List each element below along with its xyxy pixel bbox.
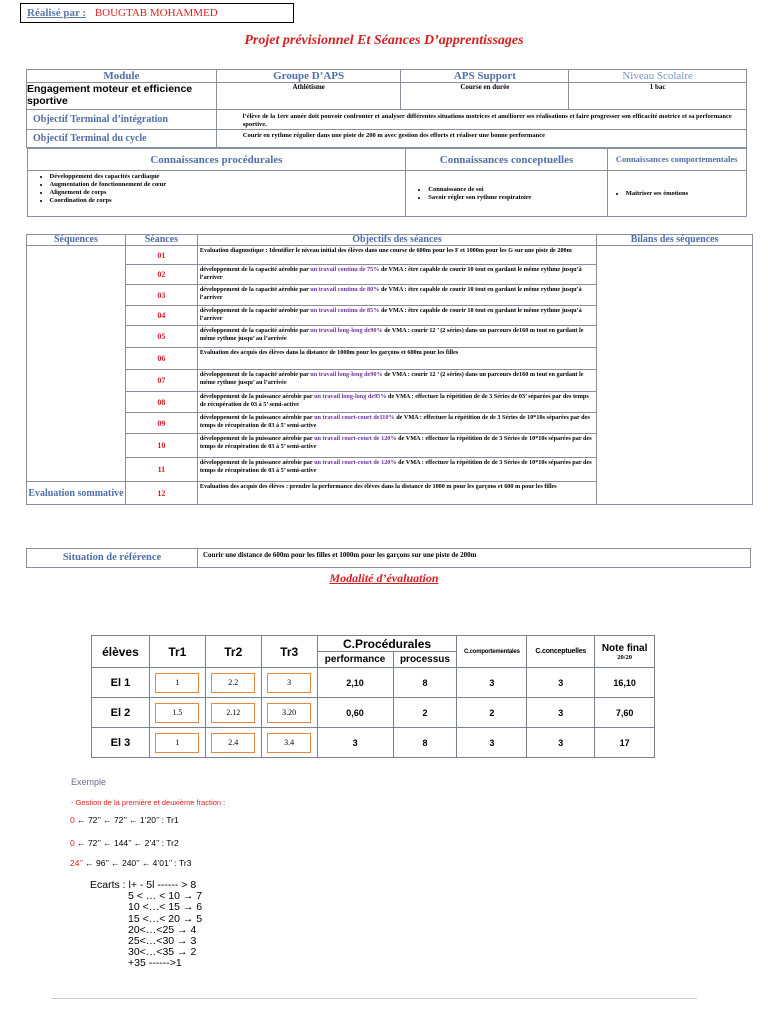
cc-item: • Savoir régler son rythme respiratoire	[428, 194, 606, 202]
eval-row	[92, 698, 655, 728]
cp-item: • Coordination de corps	[50, 197, 406, 205]
evaluation-sommative-label: Evaluation sommative	[27, 482, 126, 505]
seance-number: 12	[125, 482, 197, 505]
objective-highlight: un travail long-long de95%	[314, 393, 387, 400]
seance-number: 05	[125, 326, 197, 348]
oti-value: l’élève de la 1ere année doit pouvoir confronter et analyser différentes situations motrices et améliorer ses réalisations et faire progresser son efficacité motrice et sa performance sportive.	[216, 110, 746, 130]
score-perf: 2,10	[317, 668, 393, 698]
score-note: 7,60	[595, 698, 655, 728]
cp-label: Connaissances procédurales	[27, 149, 406, 171]
objective-text-end: de VMA : effectuer la répétition de de 3 Séries de 10*10s séparées par des temps de récupération de 03 à 5’ semi-active	[199, 459, 592, 474]
score-proc: 8	[393, 668, 457, 698]
trial-cell	[261, 698, 317, 728]
aps-value: Course en durée	[401, 83, 569, 110]
seance-objective	[197, 392, 596, 413]
seance-row	[27, 246, 753, 265]
situation-value: Courir une distance de 600m pour les filles et 1000m pour les garçons sur une piste de 200m	[203, 551, 477, 559]
trial-cell	[205, 698, 261, 728]
col-module: Module	[27, 70, 217, 83]
col-note-label: Note final	[601, 642, 648, 654]
seances-table	[26, 234, 753, 505]
col-cconc: C.conceptuelles	[527, 636, 595, 668]
score-comp: 3	[457, 728, 527, 758]
score-note: 17	[595, 728, 655, 758]
seance-objective	[197, 370, 596, 392]
example-line	[70, 815, 179, 825]
objective-text: Evaluation des acquis des élèves : prendre la performance des élèves dans la distance de 1000 m pour les garçons et 600 m pour les filles	[199, 483, 557, 490]
ecart-line: 5 < … < 10 → 7	[128, 890, 203, 903]
objective-highlight: un travail continu de 75%	[310, 266, 380, 273]
oti-label: Objectif Terminal d’intégration	[27, 110, 217, 130]
seance-number: 11	[125, 458, 197, 482]
objective-text: Evaluation diagnostique : Identifier le niveau initial des élèves dans une course de 600m pour les F et 1000m pour les G sur une piste de 200m	[199, 247, 572, 254]
cp-item: • Augmentation de fonctionnement de cœur	[50, 181, 406, 189]
objective-highlight: un travail continu de 80%	[310, 286, 380, 293]
cc-list	[406, 186, 606, 202]
col-tr1: Tr1	[149, 636, 205, 668]
example-rest: ← 96’’ ← 240’’ ← 4’01’’ : Tr3	[82, 858, 192, 868]
ccomp-list	[608, 190, 746, 198]
seance-number: 10	[125, 434, 197, 458]
eval-row	[92, 668, 655, 698]
seance-objective	[197, 458, 596, 482]
trial-value-tr2: 2.12	[211, 703, 255, 723]
trial-cell	[205, 728, 261, 758]
ecart-line: 30<…<35 → 2	[128, 946, 197, 959]
evaluation-table	[91, 635, 655, 758]
score-perf: 3	[317, 728, 393, 758]
example-rest: ← 72’’ ← 144’’ ← 2’4’’ : Tr2	[74, 838, 179, 848]
col-tr2: Tr2	[205, 636, 261, 668]
niveau-value: 1 bac	[569, 83, 747, 110]
author-name: BOUGTAB MOHAMMED	[94, 7, 218, 19]
score-comp: 3	[457, 668, 527, 698]
cc-item: • Connaissance de soi	[428, 186, 606, 194]
col-aps: APS Support	[401, 70, 569, 83]
objective-highlight: un travail court-court de 120%	[314, 459, 397, 466]
cp-cell	[27, 171, 406, 217]
seance-number: 07	[125, 370, 197, 392]
trial-value-tr1: 1	[155, 733, 199, 753]
score-conc: 3	[527, 668, 595, 698]
col-tr3: Tr3	[261, 636, 317, 668]
objective-text-end: de VMA : effectuer la répétition de de 3 Séries de 10*10s séparées par des temps de récupération de 03 à 5’ semi-active	[199, 435, 592, 450]
otc-value: Courir en rythme régulier dans une piste de 200 m avec gestion des efforts et réaliser une bonne performance	[216, 130, 746, 148]
score-proc: 2	[393, 698, 457, 728]
objective-highlight: un travail long-long de90%	[310, 371, 383, 378]
objective-text-end: de VMA : être capable de courir 10 tout en gardant le même rythme jusqu’à l’arriver	[199, 307, 582, 322]
objective-highlight: un travail continu de 85%	[310, 307, 380, 314]
seance-number: 02	[125, 265, 197, 285]
objective-text-end: de VMA : effectuer la répétition de de 3 Séries de 10*10s séparées par des temps de récupération de 03 à 5’ semi-active	[199, 414, 590, 429]
seance-objective	[197, 246, 596, 265]
ccomp-label: Connaissances comportementales	[607, 149, 746, 171]
objective-text: développement de la capacité aérobie par	[199, 307, 311, 314]
sequence-cell	[27, 246, 126, 482]
trial-value-tr2: 2.4	[211, 733, 255, 753]
col-groupe: Groupe D’APS	[216, 70, 401, 83]
objective-text: Evaluation des acquis des élèves dans la distance de 1000m pour les garçons et 600m pour les filles	[199, 349, 459, 356]
ecarts-label: Ecarts : l+ - 5l ------ > 8	[90, 879, 197, 891]
trial-value-tr3: 3	[267, 673, 311, 693]
col-ccomp: C.comportementales	[457, 636, 527, 668]
objective-text: développement de la puissance aérobie par	[199, 459, 315, 466]
situation-label: Situation de référence	[27, 549, 198, 567]
objective-text-end: de VMA : être capable de courir 10 tout en gardant le même rythme jusqu’à l’arriver	[199, 266, 582, 281]
trial-cell	[205, 668, 261, 698]
seance-objective	[197, 306, 596, 326]
ecart-line: +35 ------>1	[128, 957, 182, 970]
example-start: 24’’	[70, 858, 83, 868]
objective-text: développement de la capacité aérobie par	[199, 266, 311, 273]
objective-text-end: de VMA : effectuer la répétition de de 3 Séries de 03’ séparées par des temps de récupération de 03 à 5’ semi-active	[199, 393, 589, 408]
col-cproc: C.Procédurales	[317, 636, 457, 652]
objective-text-end: de VMA : courir 12 ’ (2 séries) dans un parcours de160 m tout en gardant le même rythme jusqu’ au l’arrivée	[199, 371, 584, 386]
col-sequences: Séquences	[27, 235, 126, 246]
objective-text: développement de la capacité aérobie par	[199, 286, 311, 293]
trial-cell	[149, 668, 205, 698]
example-subtitle: - Gestion de la première et deuxième fraction :	[71, 798, 226, 807]
cp-item: • Alignement de corps	[50, 189, 406, 197]
trial-value-tr1: 1.5	[155, 703, 199, 723]
bilan-cell	[597, 246, 753, 505]
objective-text: développement de la capacité aérobie par	[199, 327, 311, 334]
situation-box	[26, 548, 751, 568]
trial-cell	[149, 698, 205, 728]
ecart-line: 20<…<25 → 4	[128, 923, 197, 936]
eleve-label: El 2	[92, 698, 150, 728]
col-note-sub: 20/20	[617, 653, 632, 661]
objective-highlight: un travail long-long de90%	[310, 327, 383, 334]
modalite-title: Modalité d’évaluation	[329, 571, 439, 585]
seance-objective	[197, 265, 596, 285]
cc-label: Connaissances conceptuelles	[406, 149, 607, 171]
score-conc: 3	[527, 698, 595, 728]
score-perf: 0,60	[317, 698, 393, 728]
example-start: 0	[70, 838, 75, 848]
seance-objective	[197, 326, 596, 348]
groupe-value: Athlétisme	[216, 83, 401, 110]
seance-number: 09	[125, 413, 197, 434]
trial-value-tr2: 2.2	[211, 673, 255, 693]
objective-highlight: un travail court-court de 120%	[314, 435, 397, 442]
objective-text: développement de la puissance aérobie par	[199, 414, 315, 421]
trial-cell	[149, 728, 205, 758]
ccomp-item: • Maitriser ses émotions	[626, 190, 746, 198]
objective-text-end: de VMA : courir 12 ’ (2 séries) dans un parcours de160 m tout en gardant le même rythme jusqu’ au l’arrivée	[199, 327, 584, 342]
ecarts-list	[90, 891, 202, 969]
objective-highlight: un travail court-court de110%	[314, 414, 395, 421]
cp-item: • Développement des capacités cardiaque	[50, 173, 406, 181]
col-niveau: Niveau Scolaire	[569, 70, 747, 83]
score-proc: 8	[393, 728, 457, 758]
eleve-label: El 3	[92, 728, 150, 758]
ccomp-cell	[607, 171, 746, 217]
ecart-line: 10 <…< 15 → 6	[128, 901, 203, 914]
objective-text: développement de la puissance aérobie par	[199, 435, 315, 442]
col-bilans: Bilans des séquences	[597, 235, 753, 246]
ecarts-block	[90, 880, 202, 970]
bottom-rule	[52, 998, 697, 999]
cc-cell	[406, 171, 607, 217]
plan-table	[26, 69, 747, 217]
col-perf: performance	[317, 652, 393, 668]
example-line	[70, 858, 191, 868]
author-box	[20, 3, 294, 23]
module-value: Engagement moteur et efficience sportive	[27, 83, 217, 110]
eleve-label: El 1	[92, 668, 150, 698]
score-conc: 3	[527, 728, 595, 758]
seance-number: 04	[125, 306, 197, 326]
objective-text: développement de la capacité aérobie par	[199, 371, 311, 378]
col-seances: Séances	[125, 235, 197, 246]
example-start: 0	[70, 815, 75, 825]
example-line	[70, 838, 179, 848]
seance-objective	[197, 348, 596, 370]
seance-number: 06	[125, 348, 197, 370]
seance-objective	[197, 482, 596, 505]
seance-number: 03	[125, 285, 197, 306]
col-proc: processus	[393, 652, 457, 668]
col-note	[595, 636, 655, 668]
ecart-line: 25<…<30 → 3	[128, 935, 197, 948]
author-label: Réalisé par :	[27, 7, 87, 19]
otc-label: Objectif Terminal du cycle	[27, 130, 217, 148]
objective-text-end: de VMA : être capable de courir 10 tout en gardant le même rythme jusqu’à l’arriver	[199, 286, 582, 301]
trial-value-tr3: 3.20	[267, 703, 311, 723]
trial-cell	[261, 728, 317, 758]
trial-cell	[261, 668, 317, 698]
eval-row	[92, 728, 655, 758]
seance-number: 08	[125, 392, 197, 413]
seance-objective	[197, 285, 596, 306]
seance-objective	[197, 434, 596, 458]
trial-value-tr3: 3.4	[267, 733, 311, 753]
seance-number: 01	[125, 246, 197, 265]
col-objectifs: Objectifs des séances	[197, 235, 596, 246]
seance-objective	[197, 413, 596, 434]
objective-text: développement de la puissance aérobie par	[199, 393, 315, 400]
trial-value-tr1: 1	[155, 673, 199, 693]
ecart-line: 15 <…< 20 → 5	[128, 912, 203, 925]
example-title: Exemple	[71, 777, 107, 787]
score-note: 16,10	[595, 668, 655, 698]
example-rest: ← 72’’ ← 72’’ ← 1’20’’ : Tr1	[74, 815, 179, 825]
document-title: Projet prévisionnel Et Séances D’apprentissages	[244, 33, 524, 48]
col-eleves: élèves	[92, 636, 150, 668]
knowledge-table	[27, 148, 747, 217]
cp-list	[28, 173, 406, 205]
score-comp: 2	[457, 698, 527, 728]
